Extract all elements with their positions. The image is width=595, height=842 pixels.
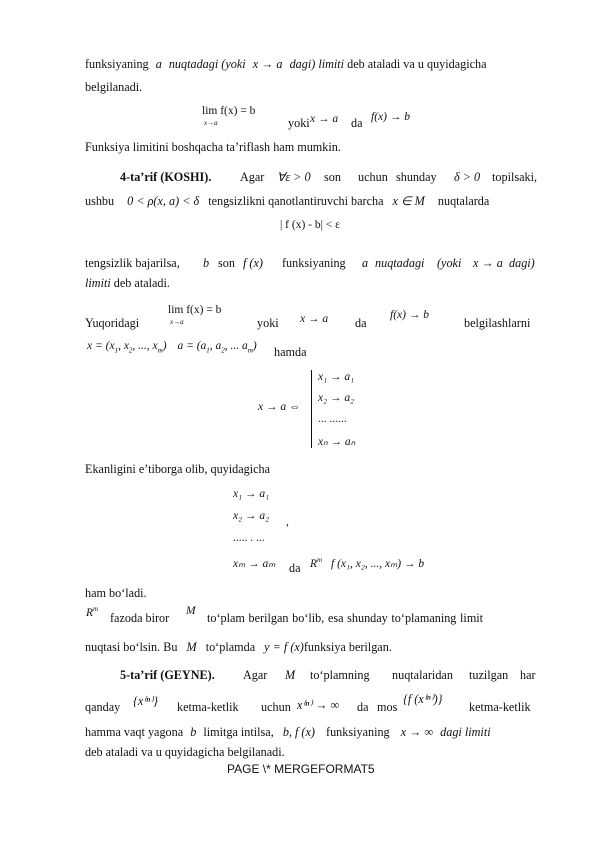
math-M: M [186,605,196,617]
word: mos [377,700,398,714]
math-bfx: b, f (x) [282,725,315,739]
word: har [520,668,536,682]
da-word: da [289,561,301,575]
yoki-word: yoki [288,116,310,130]
word: ushbu [85,194,115,208]
text-line-2: belgilanadi. [85,80,143,94]
limit-subscript-2: x→a [170,318,184,326]
math-fx: f (x) [243,256,263,270]
word: uchun [358,170,388,184]
word: nuqtalaridan [392,668,453,682]
word: son [218,256,235,270]
math-Rm [86,605,98,619]
para1b-line [85,639,392,655]
da-word: da [351,116,363,130]
italic-word: dagi) [509,256,535,270]
math-x-to-a: x → a [310,113,339,125]
vector-a: a = (a [177,340,207,352]
limit-expr: lim f(x) = b [202,105,256,117]
math-f-to-b: f(x) → b [390,309,429,321]
hambo-line: ham bo‘ladi. [85,586,147,600]
limit-subscript: x→a [204,119,218,127]
system-row: x₂ → a₂ [318,392,355,404]
math-fseq: {f (x⁽ⁿ⁾)} [403,692,443,706]
sup: m [93,605,99,613]
word: shunday [396,170,437,184]
sub: 2 [128,346,133,355]
text-line-3: Funksiya limitini boshqacha ta’riflash ham mumkin. [85,140,341,154]
vector-definitions: $x = (x_1$, $x_2$, ..., $x_m$) $a = (a_1$, $a_2$, ... $a_m$) [87,340,257,355]
word: to‘plamda [205,640,256,654]
page-footer: PAGE \* MERGEFORMAT5 [227,762,375,776]
def4-title: 4-ta’rif (KOSHI). [120,170,212,184]
def4-line-2 [85,193,489,209]
word: da [357,700,369,714]
math-b: b [190,725,197,739]
sup: m [317,556,323,564]
word: qanday [85,700,121,714]
system2-row: ..... . ... [233,532,265,544]
word: tengsizlik bajarilsa, [85,256,180,270]
word: son [324,170,341,184]
word: Yuqoridagi [85,316,140,330]
math-x-to-a: x → a [473,256,503,270]
def4-line-5 [85,275,170,291]
def5-title: 5-ta’rif (GEYNE). [120,668,215,682]
word: belgilashlarni [464,316,531,330]
def5-line-4: deb ataladi va u quyidagicha belgilanadi. [85,745,285,759]
system2-row: x₂ → a₂ [233,510,270,522]
math-seq: {x⁽ⁿ⁾} [133,694,158,708]
word: nuqtasi bo‘lsin. Bu [85,640,178,654]
R: R [310,557,318,570]
system-row: x₁ → a₁ [318,371,355,383]
italic-phrase: dagi) limiti [289,57,345,71]
sub: 1 [114,346,119,355]
word: da [355,316,367,330]
math-M: M [285,668,296,682]
word: deb ataladi va u quyidagicha [347,57,487,71]
word: tuzilgan [469,668,509,682]
system-row: ... ...... [318,413,347,425]
math-x-to-inf: x⁽ⁿ⁾ → ∞ [297,698,340,712]
math-a: a [155,57,162,71]
math-x-to-a: x → a [300,313,329,325]
math-x-to-a: x → a [252,57,283,71]
ekanligini-line: Ekanligini e’tiborga olib, quyidagicha [85,462,271,476]
math-eps: ∀ε > 0 [277,170,311,184]
word: ketma-ketlik [177,700,239,714]
math-y-fx: y = f (x) [264,640,304,654]
math-Rm [310,556,322,570]
equivalence-lhs: x → a ⇔ [258,401,301,413]
word: funksiyaning [282,256,346,270]
vector-x: x = (x [87,340,115,352]
word: funksiyaning [326,725,390,739]
limit-formula [202,105,255,117]
R: R [86,606,94,619]
math-x-to-inf: x → ∞ [400,725,434,739]
math-b: b [203,256,210,270]
word: Agar [243,668,268,682]
math-rho: 0 < ρ(x, a) < δ [127,194,200,208]
para1-text-b: to‘plam berilgan bo‘lib, esa shunday to‘plamaning limit [207,611,484,625]
system-brace [311,370,312,448]
word: topilsaki, [492,170,538,184]
word: funksiya berilgan. [303,640,392,654]
italic-word: (yoki [437,256,462,270]
italic-phrase: dagi limiti [440,725,491,739]
italic-word: limiti [85,276,111,290]
hamda-word: hamda [274,345,307,359]
def5-line-3 [85,724,491,740]
inequality: | f (x) - b| < ε [280,219,340,231]
math-x-in-M: x ∈ M [392,194,425,208]
system2-comma: , [286,516,289,528]
system2-row: xₘ → aₘ [233,558,276,570]
sub: m [157,346,163,355]
word: hamma vaqt yagona [85,725,184,739]
math-f-limit: f (x₁, x₂, ..., xₘ) → b [331,558,425,570]
word: tengsizlikni qanotlantiruvchi barcha [208,194,384,208]
word: limitga intilsa, [203,725,274,739]
italic-word: nuqtadagi [375,256,425,270]
word: yoki [257,316,279,330]
system-row: xₙ → aₙ [318,436,356,448]
math-a: a [362,256,369,270]
para1-text-a: fazoda biror [110,611,170,625]
word: deb ataladi. [113,276,170,290]
word: ketma-ketlik [469,700,531,714]
math-delta: δ > 0 [454,170,481,184]
word: nuqtalarda [437,194,490,208]
italic-phrase: nuqtadagi (yoki [168,57,246,71]
limit-formula-2: lim f(x) = b [168,304,222,316]
math-M: M [186,640,197,654]
math-f-to-b: f(x) → b [371,111,410,123]
word: Agar [240,170,265,184]
word: to‘plamning [310,668,370,682]
system2-row: x₁ → a₁ [233,488,270,500]
word: uchun [261,700,291,714]
text-line-1 [85,56,487,72]
word: funksiyaning [85,57,149,71]
